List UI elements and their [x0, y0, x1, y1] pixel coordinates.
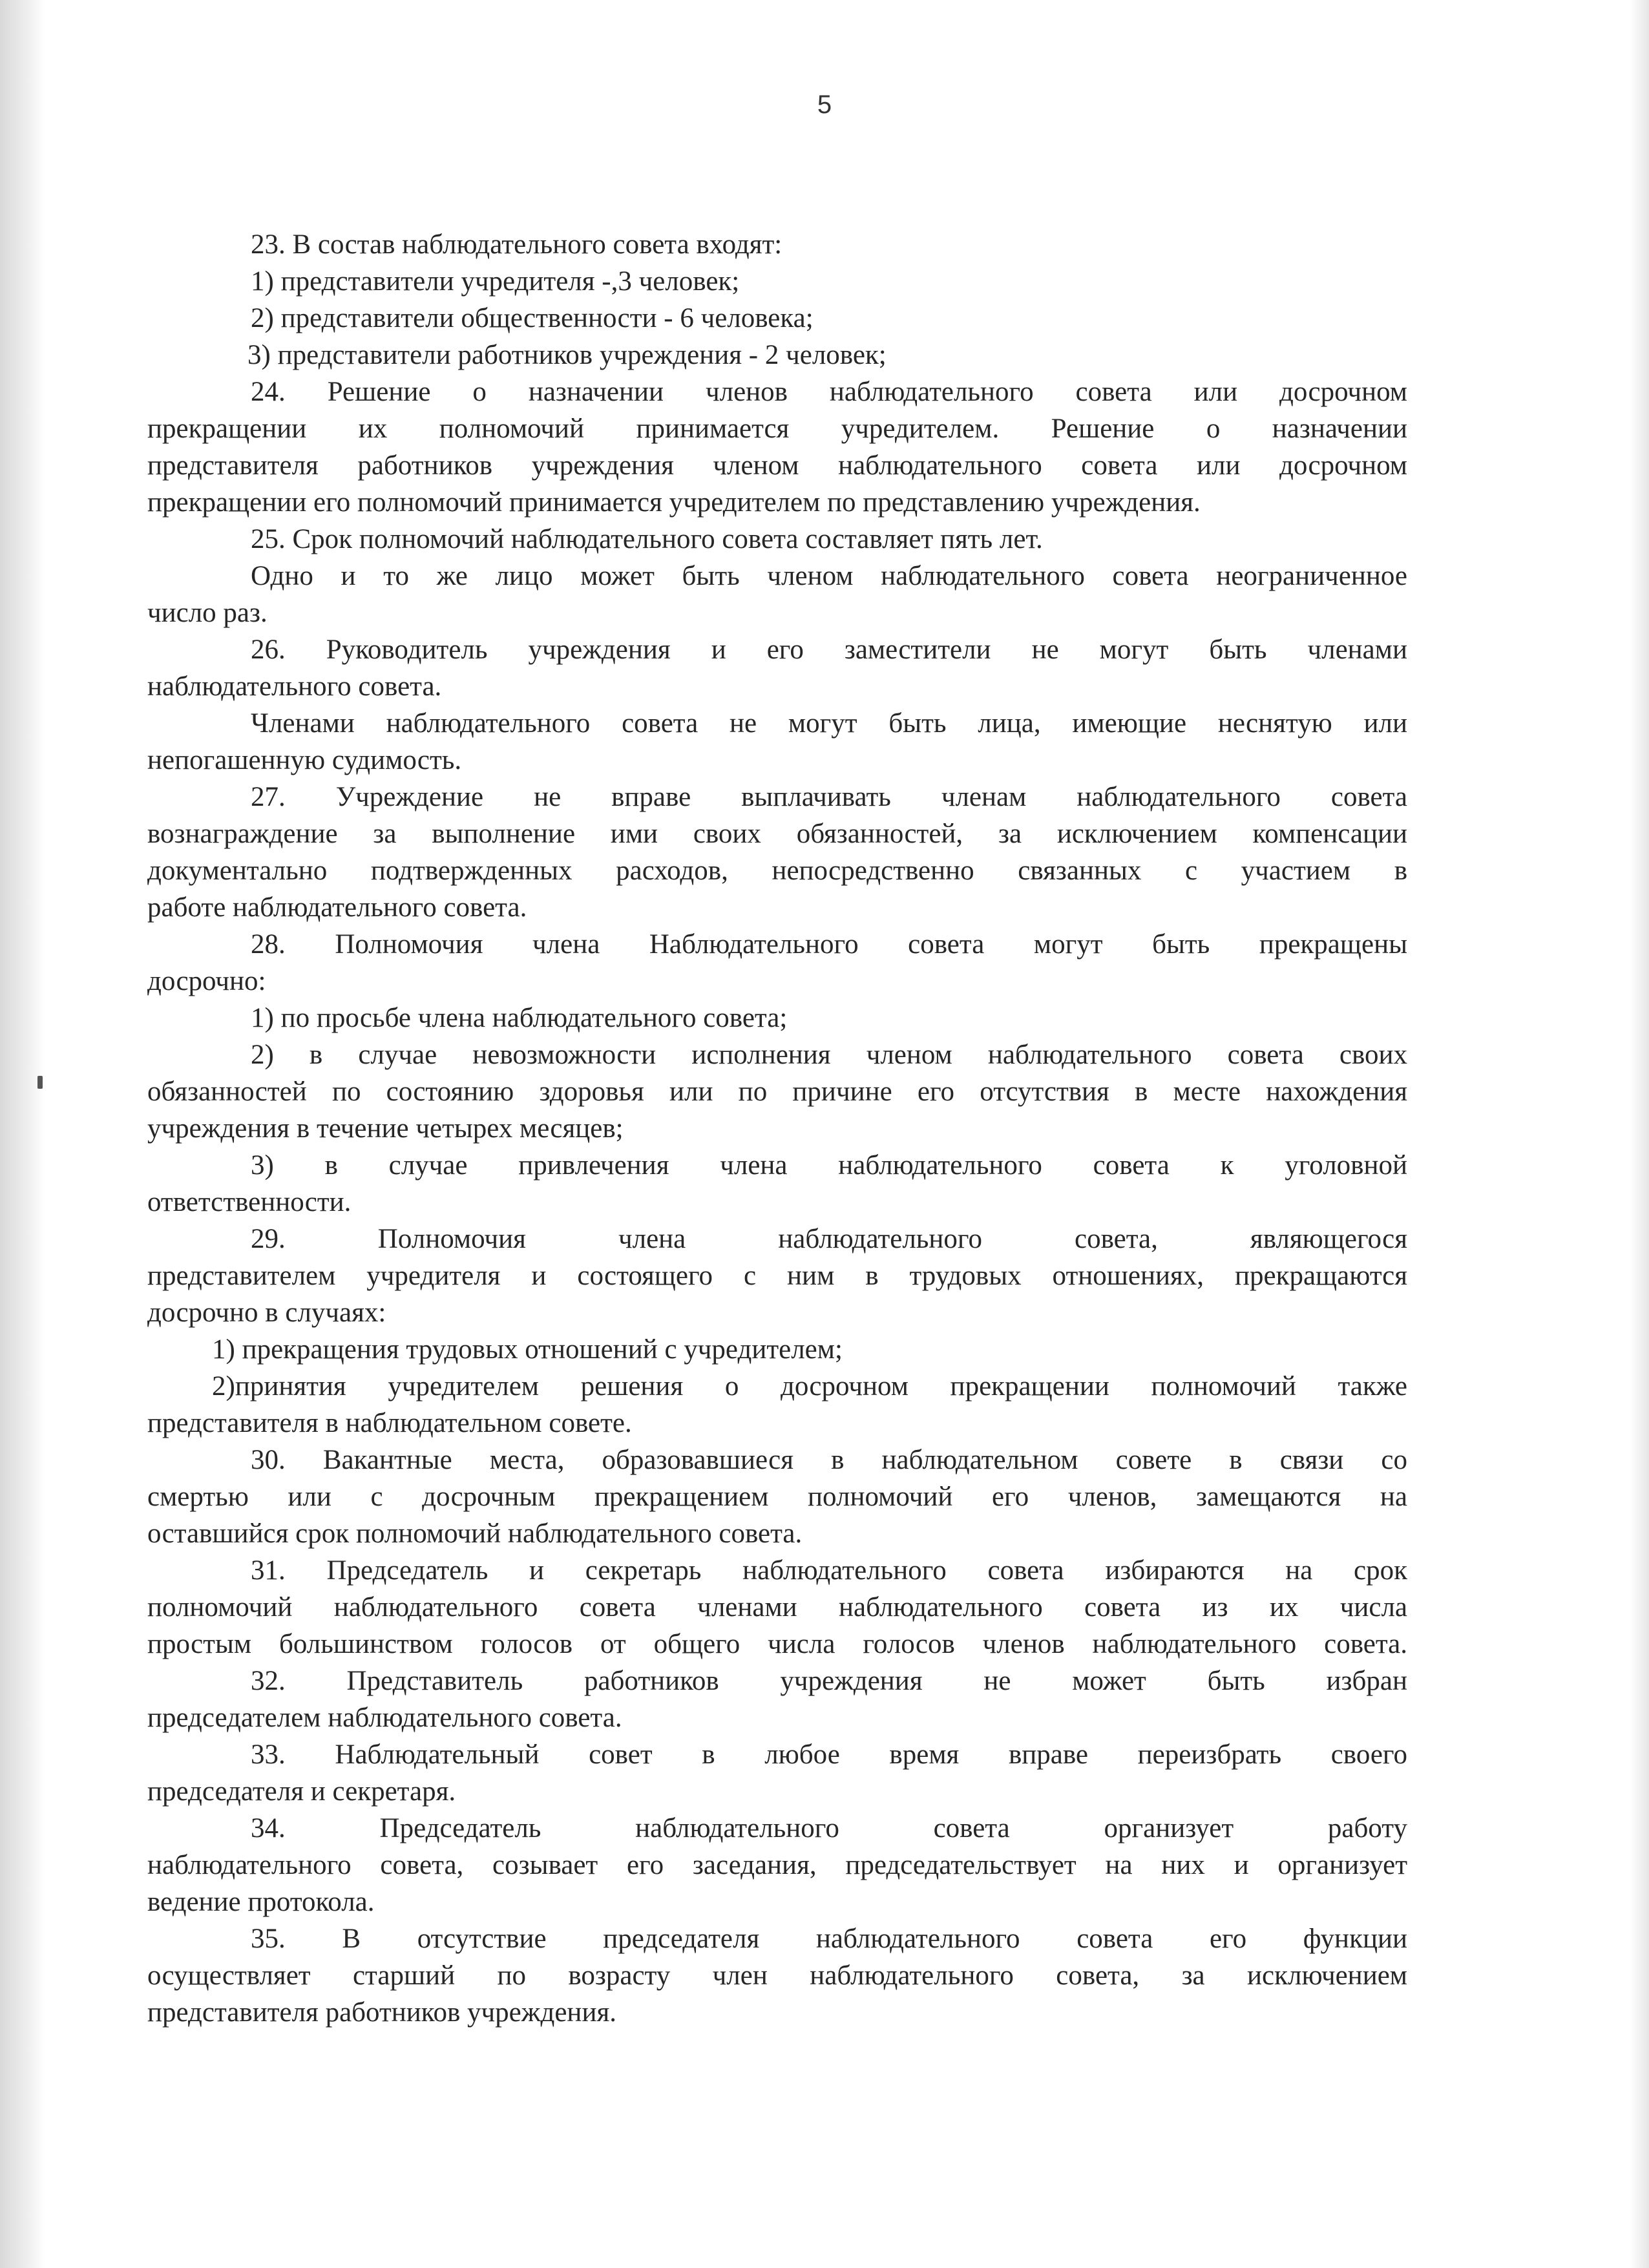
text-line: непогашенную судимость.	[147, 745, 462, 775]
text-line: 32. Представитель работников учреждения не может быть избран	[251, 1666, 1407, 1696]
text-line: досрочно:	[147, 966, 266, 996]
text-line: представителем учредителя и состоящего с ним в трудовых отношениях, прекращаются	[147, 1261, 1407, 1291]
paragraph	[147, 1147, 1407, 1221]
text-line: вознаграждение за выполнение ими своих обязанностей, за исключением компенсации	[147, 819, 1407, 849]
text-line: 1) по просьбе члена наблюдательного совета;	[251, 1003, 788, 1033]
text-line: Членами наблюдательного совета не могут быть лица, имеющие неснятую или	[251, 708, 1407, 739]
text-line: 2)принятия учредителем решения о досрочном прекращении полномочий также	[212, 1371, 1407, 1402]
text-line: учреждения в течение четырех месяцев;	[147, 1113, 624, 1144]
text-line: 35. В отсутствие председателя наблюдательного совета его функции	[251, 1924, 1407, 1954]
paragraph	[147, 1810, 1407, 1920]
text-line: документально подтвержденных расходов, непосредственно связанных с участием в	[147, 856, 1407, 886]
text-line: председателя и секретаря.	[147, 1776, 456, 1807]
text-line: досрочно в случаях:	[147, 1297, 386, 1328]
text-line: 23. В состав наблюдательного совета входят:	[251, 229, 782, 260]
text-line: 33. Наблюдательный совет в любое время вправе переизбрать своего	[251, 1739, 1407, 1770]
text-line: число раз.	[147, 598, 268, 628]
text-line: 24. Решение о назначении членов наблюдательного совета или досрочном	[251, 377, 1407, 407]
text-line: обязанностей по состоянию здоровья или по причине его отсутствия в месте нахождения	[147, 1076, 1407, 1107]
paragraph	[147, 1331, 1407, 1368]
paragraph	[147, 1368, 1407, 1442]
text-line: оставшийся срок полномочий наблюдательного совета.	[147, 1518, 803, 1549]
paragraph	[147, 300, 1407, 337]
text-line: осуществляет старший по возрасту член наблюдательного совета, за исключением	[147, 1960, 1407, 1991]
text-line: работе наблюдательного совета.	[147, 892, 527, 923]
scan-shadow-right	[1630, 0, 1649, 2268]
text-line: 29. Полномочия члена наблюдательного совета, являющегося	[251, 1224, 1407, 1254]
paragraph	[147, 631, 1407, 705]
margin-mark	[37, 1076, 43, 1089]
text-line: 28. Полномочия члена Наблюдательного совета могут быть прекращены	[251, 929, 1407, 960]
paragraph	[147, 705, 1407, 779]
text-line: ответственности.	[147, 1187, 352, 1217]
text-line: 1) прекращения трудовых отношений с учредителем;	[212, 1334, 843, 1365]
text-line: 27. Учреждение не вправе выплачивать членам наблюдательного совета	[251, 782, 1407, 812]
text-line: ведение протокола.	[147, 1887, 375, 1917]
text-line: смертью или с досрочным прекращением полномочий его членов, замещаются на	[147, 1482, 1407, 1512]
text-line: 26. Руководитель учреждения и его заместители не могут быть членами	[251, 635, 1407, 665]
text-line: представителя в наблюдательном совете.	[147, 1408, 632, 1438]
scan-shadow-left	[0, 0, 45, 2268]
text-line: 3) представители работников учреждения - 2 человек;	[247, 340, 887, 370]
paragraph	[147, 521, 1407, 558]
text-line: Одно и то же лицо может быть членом наблюдательного совета неограниченное	[251, 561, 1407, 591]
paragraph	[147, 263, 1407, 300]
paragraph	[147, 1000, 1407, 1036]
text-line: 2) в случае невозможности исполнения членом наблюдательного совета своих	[251, 1040, 1407, 1070]
text-line: 34. Председатель наблюдательного совета организует работу	[251, 1813, 1407, 1843]
paragraph	[147, 226, 1407, 263]
paragraph	[147, 926, 1407, 1000]
text-line: представителя работников учреждения членом наблюдательного совета или досрочном	[147, 450, 1407, 481]
page-number: 5	[817, 90, 832, 119]
text-line: 31. Председатель и секретарь наблюдательного совета избираются на срок	[251, 1555, 1407, 1586]
text-line: 2) представители общественности - 6 человека;	[251, 303, 814, 333]
text-line: наблюдательного совета, созывает его заседания, председательствует на них и организует	[147, 1850, 1407, 1880]
paragraph	[147, 373, 1407, 521]
paragraph	[147, 1442, 1407, 1552]
paragraph	[147, 1920, 1407, 2031]
paragraph	[147, 1663, 1407, 1736]
text-line: 1) представители учредителя -,3 человек;	[251, 266, 740, 297]
paragraph	[147, 779, 1407, 926]
text-line: представителя работников учреждения.	[147, 1997, 616, 2028]
paragraph	[147, 558, 1407, 631]
paragraph	[147, 1552, 1407, 1663]
paragraph	[147, 1221, 1407, 1331]
paragraph	[147, 337, 1407, 373]
text-line: прекращении его полномочий принимается учредителем по представлению учреждения.	[147, 487, 1201, 518]
text-line: 30. Вакантные места, образовавшиеся в наблюдательном совете в связи со	[251, 1445, 1407, 1475]
text-line: председателем наблюдательного совета.	[147, 1703, 622, 1733]
text-line: полномочий наблюдательного совета членами наблюдательного совета из их числа	[147, 1592, 1407, 1622]
text-line: 3) в случае привлечения члена наблюдательного совета к уголовной	[251, 1150, 1407, 1181]
text-line: 25. Срок полномочий наблюдательного совета составляет пять лет.	[251, 524, 1043, 554]
paragraph	[147, 1036, 1407, 1147]
text-line: наблюдательного совета.	[147, 671, 442, 702]
document-body	[147, 226, 1407, 2031]
text-line: простым большинством голосов от общего числа голосов членов наблюдательного совета.	[147, 1629, 1407, 1659]
paragraph	[147, 1736, 1407, 1810]
text-line: прекращении их полномочий принимается учредителем. Решение о назначении	[147, 414, 1407, 444]
